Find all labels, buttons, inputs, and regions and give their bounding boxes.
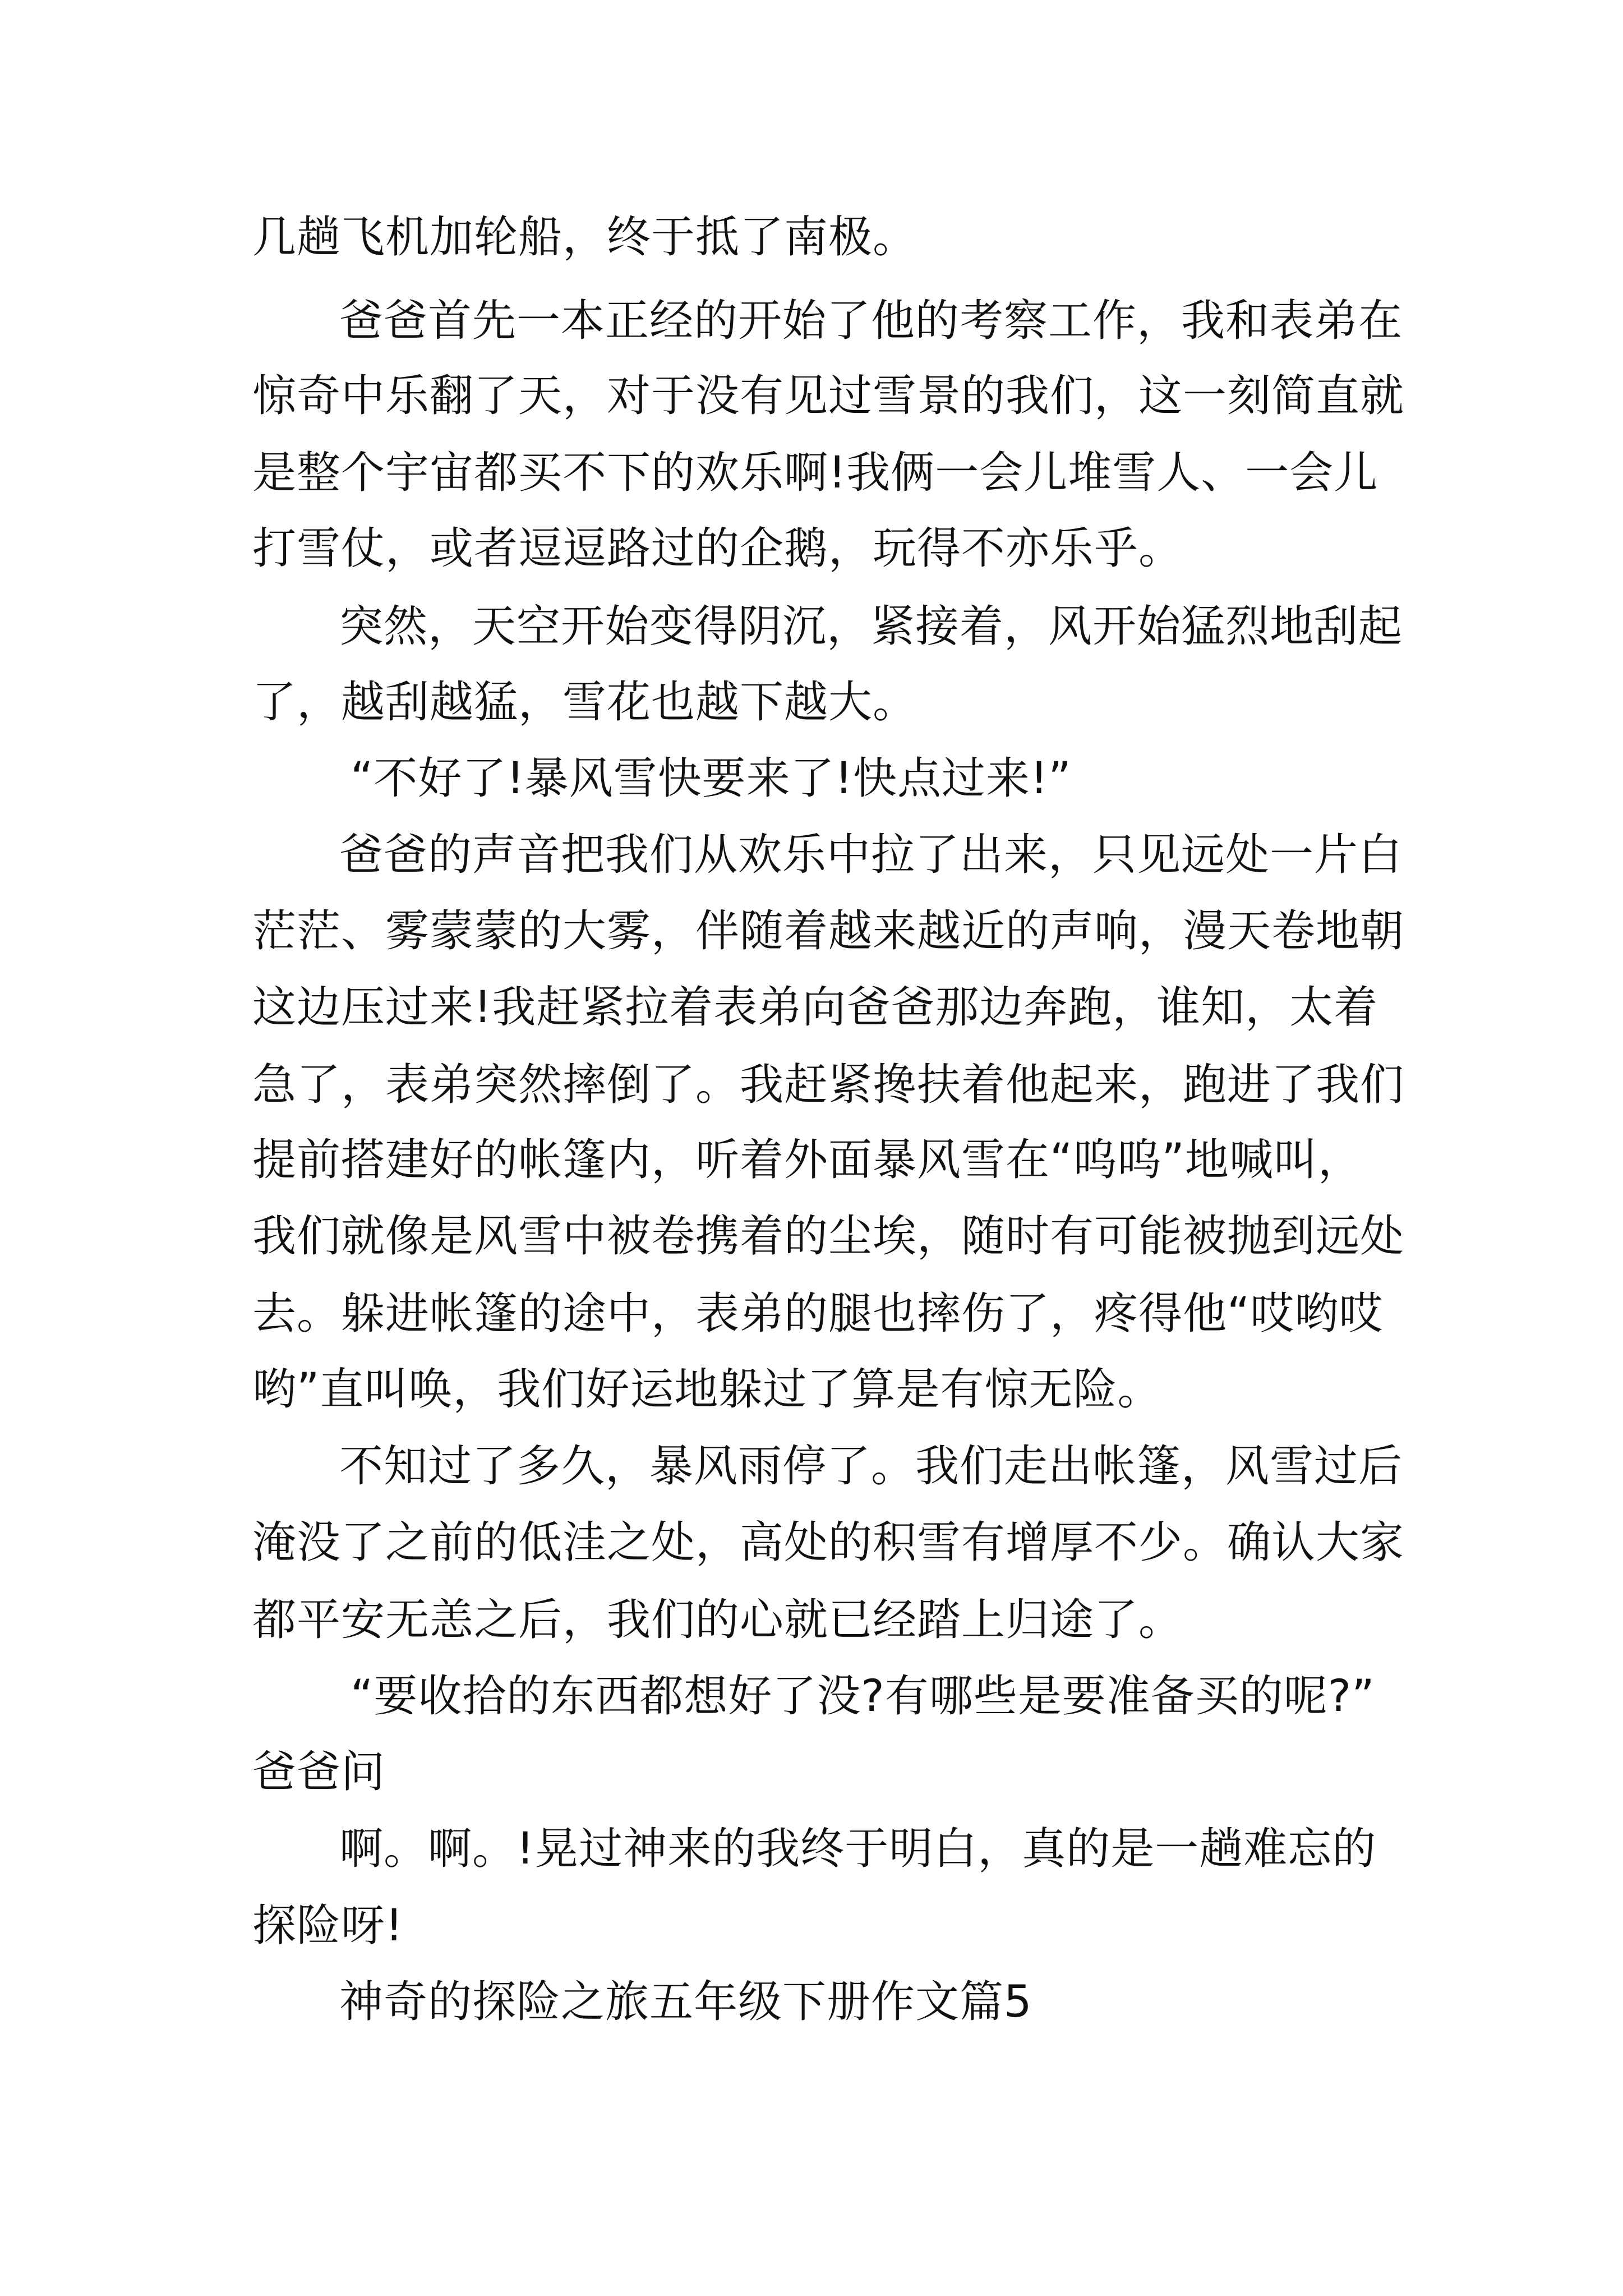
text-line-23: 探险呀! xyxy=(252,1901,404,1951)
text-line-5: 打雪仗，或者逗逗路过的企鹅，玩得不亦乐乎。 xyxy=(252,523,1183,574)
text-line-21: 爸爸问 xyxy=(252,1747,386,1797)
text-line-4: 是整个宇宙都买不下的欢乐啊!我俩一会儿堆雪人、一会儿 xyxy=(252,448,1378,498)
text-line-12: 急了，表弟突然摔倒了。我赶紧搀扶着他起来，跑进了我们 xyxy=(252,1060,1405,1110)
text-line-3: 惊奇中乐翻了天，对于没有见过雪景的我们，这一刻简直就 xyxy=(252,371,1405,421)
text-line-8: “不好了!暴风雪快要来了!快点过来!” xyxy=(351,753,1072,804)
text-line-16: 哟”直叫唤，我们好运地躲过了算是有惊无险。 xyxy=(252,1364,1162,1415)
text-line-18: 淹没了之前的低洼之处，高处的积雪有增厚不少。确认大家 xyxy=(252,1517,1405,1568)
text-line-14: 我们就像是风雪中被卷携着的尘埃，随时有可能被抛到远处 xyxy=(252,1211,1405,1262)
text-line-7: 了，越刮越猛，雪花也越下越大。 xyxy=(252,677,917,728)
text-line-15: 去。躲进帐篷的途中，表弟的腿也摔伤了，疼得他“哎哟哎 xyxy=(252,1289,1384,1339)
text-line-20: “要收拾的东西都想好了没?有哪些是要准备买的呢?” xyxy=(351,1671,1375,1722)
text-line-6: 突然，天空开始变得阴沉，紧接着，风开始猛烈地刮起 xyxy=(339,601,1403,652)
section-heading: 神奇的探险之旅五年级下册作文篇5 xyxy=(339,1977,1032,2027)
text-line-1: 几趟飞机加轮船，终于抵了南极。 xyxy=(252,212,917,263)
text-line-9: 爸爸的声音把我们从欢乐中拉了出来，只见远处一片白 xyxy=(339,830,1403,880)
text-line-19: 都平安无恙之后，我们的心就已经踏上归途了。 xyxy=(252,1595,1183,1645)
text-line-2: 爸爸首先一本正经的开始了他的考察工作，我和表弟在 xyxy=(339,296,1403,346)
text-line-11: 这边压过来!我赶紧拉着表弟向爸爸那边奔跑，谁知，太着 xyxy=(252,982,1378,1033)
text-line-13: 提前搭建好的帐篷内，听着外面暴风雪在“呜呜”地喊叫， xyxy=(252,1135,1362,1185)
text-line-17: 不知过了多久，暴风雨停了。我们走出帐篷，风雪过后 xyxy=(339,1441,1403,1492)
text-line-22: 啊。啊。!晃过神来的我终于明白，真的是一趟难忘的 xyxy=(339,1824,1377,1874)
text-line-10: 茫茫、雾蒙蒙的大雾，伴随着越来越近的声响，漫天卷地朝 xyxy=(252,906,1405,956)
